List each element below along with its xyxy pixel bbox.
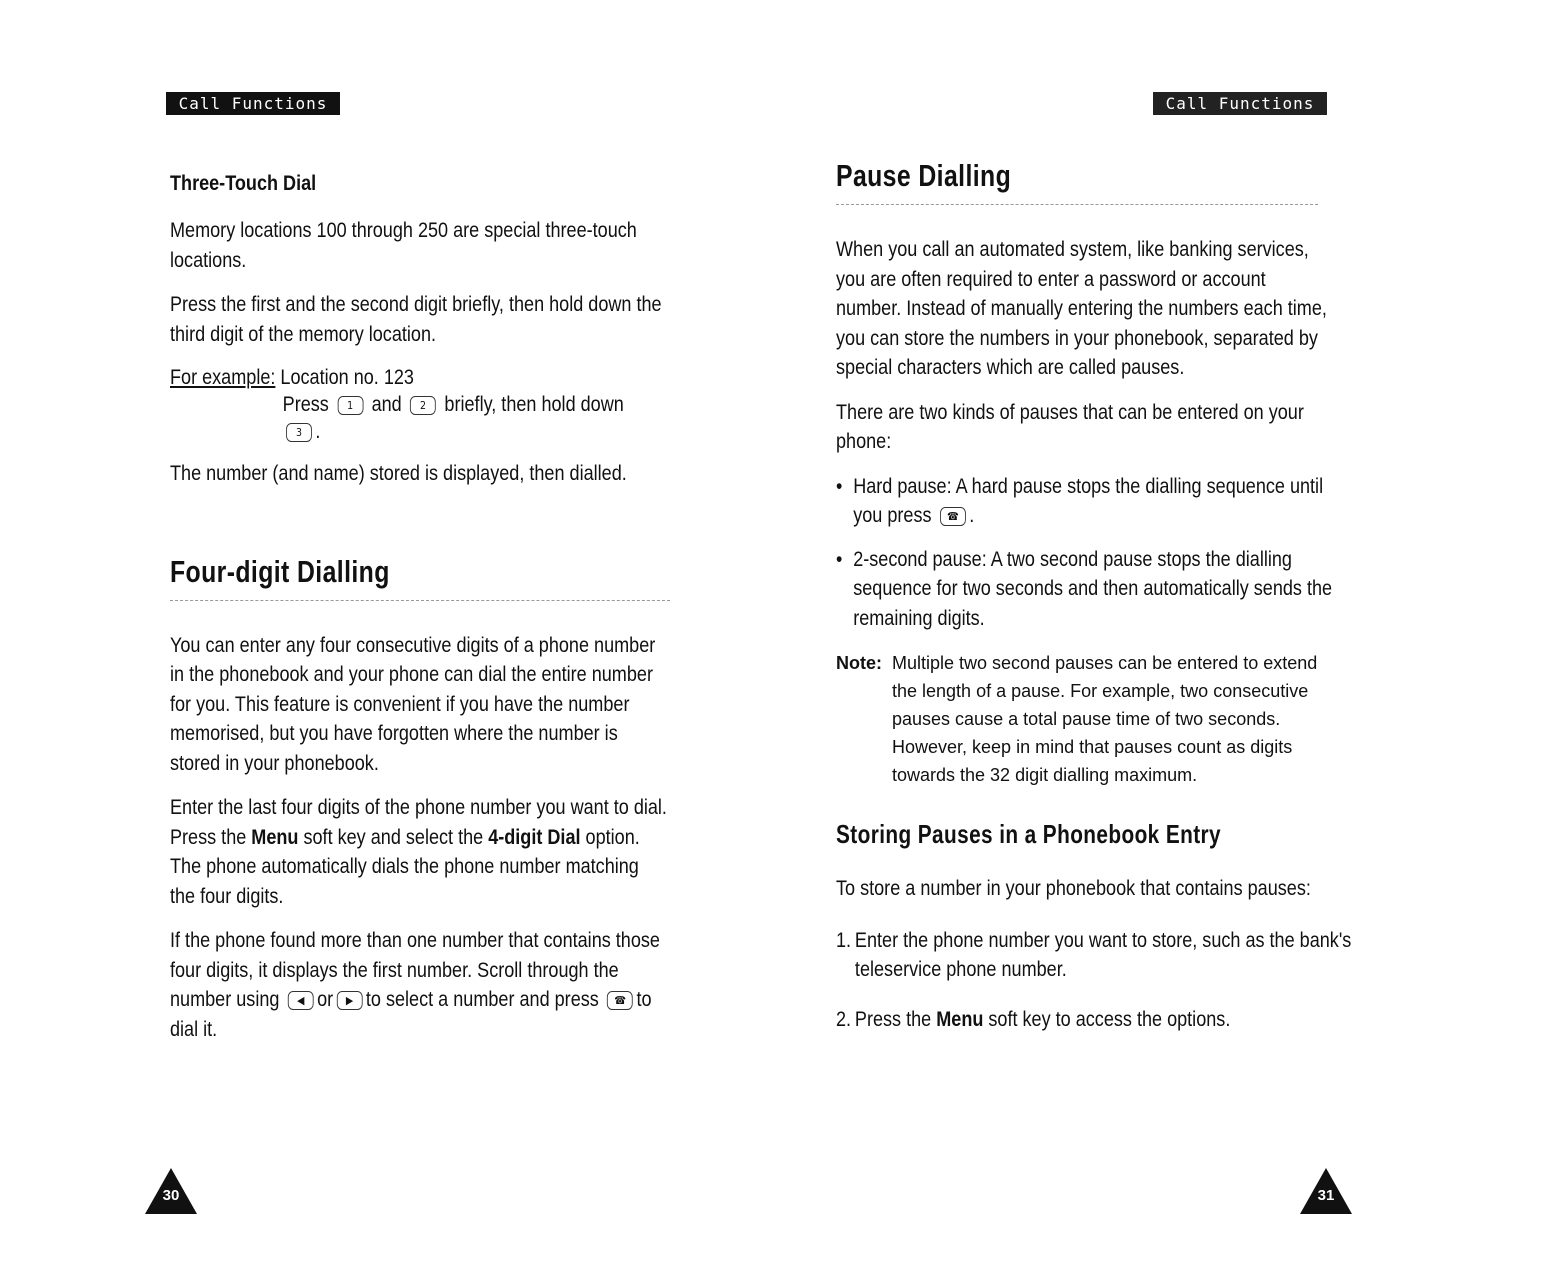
four-digit-p3-b: to select a number and press [365,988,599,1011]
section-tab-right: Call Functions [1153,92,1327,115]
hard-pause-item: • Hard pause: A hard pause stops the dialling sequence until you press ☎ . [836,472,1352,531]
page-number-left [145,1168,197,1214]
page-number-right [1300,1168,1352,1214]
four-digit-p2-c: option. The phone automatically dials the phone number matching the four digits. [170,825,640,908]
key-3-icon: 3 [286,423,312,442]
left-column [170,172,670,1059]
three-touch-heading: Three-Touch Dial [170,172,317,195]
hard-pause-text: Hard pause: A hard pause stops the dialling sequence until you press [853,474,1324,527]
menu-term: Menu [251,825,299,849]
storing-p1: To store a number in your phonebook that contains pauses: [836,877,1311,900]
right-column [836,158,1352,1054]
step-2-num: 2. [836,1007,852,1031]
four-digit-p2-b: soft key and select the [298,825,489,849]
send-key-icon: ☎ [940,507,966,526]
example-rest: briefly, then hold down [444,393,624,416]
menu-term: Menu [936,1007,984,1031]
four-digit-p3-c: to dial it. [170,988,652,1041]
three-touch-p2: Press the first and the second digit briefly, then hold down the third digit of the memory location. [170,293,662,346]
note-block [836,649,1336,789]
four-digit-rule [170,600,670,601]
send-key-icon: ☎ [607,991,633,1010]
two-second-pause-item: • 2-second pause: A two second pause stops the dialling sequence for two seconds and then automatically sends the remaining digits. [836,545,1352,634]
page-number-left-text: 30 [162,1187,180,1204]
page-number-right-text: 31 [1317,1187,1335,1204]
four-digit-p3-a: If the phone found more than one number that contains those four digits, it displays the first number. Scroll through the number using [170,929,660,1011]
note-label: Note: [836,653,882,673]
example-and: and [371,393,402,416]
storing-heading: Storing Pauses in a Phonebook Entry [836,819,1221,849]
example-location: Location no. 123 [280,366,414,389]
example-key3-line: 3 . [170,418,669,445]
three-touch-p1: Memory locations 100 through 250 are special three-touch locations. [170,219,637,272]
step-1-num: 1. [836,928,852,952]
pause-rule [836,204,1318,205]
four-digit-p1: You can enter any four consecutive digits of a phone number in the phonebook and your phone can dial the entire number for you. This feature is convenient if you have the number memorised, but you have forgotten where the number is stored in your phonebook. [170,633,656,775]
four-digit-p3 [170,926,669,1044]
four-digit-dial-term: 4-digit Dial [488,825,581,849]
scroll-up-icon: ◀ [288,991,314,1010]
key-2-icon: 2 [410,396,436,415]
example-label: For example: [170,366,276,389]
example-press-line [170,391,669,418]
step-2-a: Press the [854,1007,937,1031]
four-digit-p2-a: Enter the last four digits of the phone number you want to dial. Press the [170,796,667,849]
step-2 [836,1005,1354,1035]
key-1-icon: 1 [337,396,363,415]
four-digit-p2 [170,793,669,911]
example-press: Press [282,393,329,416]
right-page [782,0,1564,1275]
storing-steps [836,926,1352,1035]
section-tab-left: Call Functions [166,92,340,115]
pause-p1: When you call an automated system, like banking services, you are often required to enter a password or account number. Instead of manually entering the numbers each time, you can store the numbers in your phonebook, separated by special characters which are called pauses. [836,238,1327,379]
scroll-down-icon: ▶ [337,991,363,1010]
pause-heading: Pause Dialling [836,158,1012,193]
three-touch-p3: The number (and name) stored is displayed, then dialled. [170,462,627,485]
four-digit-p3-or: or [317,988,334,1011]
step-2-b: soft key to access the options. [983,1007,1231,1031]
three-touch-example [170,364,669,445]
step-1 [836,926,1354,985]
four-digit-heading: Four-digit Dialling [170,553,390,589]
note-text: Multiple two second pauses can be entered to extend the length of a pause. For example, two consecutive pauses cause a total pause time of two seconds. However, keep in mind that pauses count as digits towards the 32 digit dialling maximum. [892,653,1318,785]
pause-p2: There are two kinds of pauses that can be entered on your phone: [836,400,1304,453]
pause-types-list [836,472,1336,634]
step-1-text: Enter the phone number you want to store, such as the bank's teleservice phone number. [854,928,1352,981]
